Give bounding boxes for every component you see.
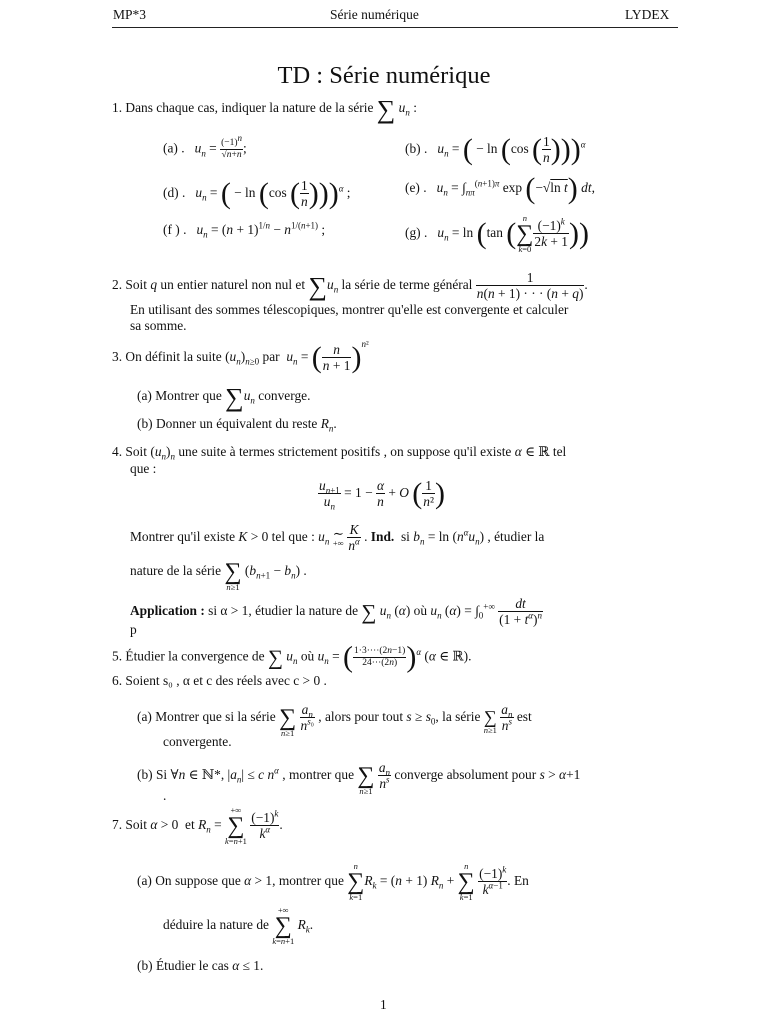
ex7-a: (a) On suppose que α > 1, montrer que n ∑ k=1 $R_k = (n + 1) R_n$ + n ∑ k=1 $\frac{(-1)^k}{k^{\alpha-1}}$ . En	[137, 861, 529, 903]
page-title: TD : Série numérique	[277, 62, 491, 89]
exercise-5: 5. Étudier la convergence de ∑ $u_n$ où $u_n$ = ( $\frac{1\cdot 3\cdot\cdots(2n-1)}{24\cdots(2n)}$ )$^\alpha$ (α ∈ ℝ).	[112, 640, 472, 674]
ex7-a-cont: déduire la nature de +∞ ∑ k=n+1 $R_k$.	[163, 905, 314, 947]
ex3-b: (b) Donner un équivalent du reste $R_n$.	[137, 416, 337, 434]
ex4-equation: $\frac{u_{n+1}}{u_n}$ = 1 − $\frac{\alpha}{n}$ + O ( $\frac{1}{\text{n²}}$ )	[319, 476, 446, 513]
ex7-b: (b) Étudier le cas α ≤ 1.	[137, 958, 264, 973]
ex1-item-b: (b) . $u_n$ = ( − ln (cos ( $\frac{1}{n}$ )))$^\alpha$	[405, 132, 586, 166]
ex4-application: Application : si α > 1, étudier la nature de ∑ $u_n$ (α) où $u_n$ $(\alpha) = \int_0^{+\infty}$ $\frac{dt}{(1 + t^\alpha)^n}$	[130, 596, 542, 628]
ex6-a-cont: convergente.	[163, 734, 232, 749]
ex4-line2: que :	[130, 461, 157, 476]
header-rule	[112, 27, 678, 28]
page-number: 1	[380, 997, 387, 1012]
header-center: Série numérique	[330, 7, 419, 22]
ex4-p: p	[130, 622, 137, 637]
ex1-item-e: (e) . $u_n = \int_{n\pi}^{(n+1)\pi}$ exp (−√ln t) dt,	[405, 172, 595, 205]
ex6-a: (a) Montrer que si la série ∑ n≥1 $\frac{a_n}{n^{s_0}}$ , alors pour tout $s \ge s_0$, la série ∑ n≥1 $\frac{a_n}{n^s}$ est	[137, 702, 532, 739]
ex6-dot: .	[163, 788, 167, 803]
ex1-item-a: (a) . $u_n$ = $\frac{(-1)^n}{√n+n}$ ;	[163, 133, 247, 161]
exercise-2: 2. Soit q un entier naturel non nul et $\sum u_n$ la série de terme général $\frac{1}{n(n + 1) \cdot \cdot \cdot (n + q)}$ .	[112, 270, 588, 302]
ex4-nature: nature de la série ∑ n≥1 $(b_{n+1} - b_n)$ .	[130, 558, 307, 593]
exercise-number: 1.	[112, 100, 123, 115]
ex2-line3: sa somme.	[130, 318, 187, 333]
exercise-3: 3. On définit la suite $(u_n)_{n\ge 0}$ par $u_n$ = ( $\frac{n}{n + 1}$ )$^{n^2}$	[112, 338, 369, 374]
ex1-item-g: (g) . $u_n = \ln (\tan$ ( n ∑ k=0 $\frac{(-1)^k}{2k + 1}$ ))	[405, 213, 589, 255]
ex4-montrer: Montrer qu'il existe K > 0 tel que : $u_n$ ∼ +∞ $\frac{K}{n^\alpha}$ . Ind. si $b_n = \ln (n^\alpha u_n)$ , étudier la	[130, 522, 545, 554]
exercise-6: 6. Soient s₀ , α et c des réels avec c > 0 .	[112, 673, 327, 688]
ex3-a: (a) Montrer que $\sum u_n$ converge.	[137, 383, 311, 412]
ex1-item-f: (f ) . $u_n = (n + 1)^{1/n} - n^{1/(n+1)}$ ;	[163, 220, 326, 240]
exercise-1: 1. Dans chaque cas, indiquer la nature de la série ∑ $u_n$ :	[112, 95, 417, 124]
ex6-b: (b) Si ∀n ∈ ℕ*, $|a_n| \le c$ $n^\alpha$ , montrer que ∑ n≥1 $\frac{a_n}{n^s}$ converge absolument pour s > α+1	[137, 760, 581, 797]
exercise-7: 7. Soit α > 0 et $R_n$ = +∞ ∑ k=n+1 $\frac{(-1)^k}{k^\alpha}$ .	[112, 805, 283, 847]
exercise-4: 4. Soit $(u_n)_n$ une suite à termes strictement positifs , on suppose qu'il existe α ∈ ℝ tel	[112, 444, 567, 462]
header-left: MP*3	[113, 7, 147, 22]
exercise-text: Dans chaque cas, indiquer la nature de la série	[125, 100, 374, 115]
ex2-line2: En utilisant des sommes télescopiques, montrer qu'elle est convergente et calculer	[130, 302, 569, 317]
header-right: LYDEX	[625, 7, 670, 22]
ex1-item-d: (d) . $u_n$ = ( − ln (cos ( $\frac{1}{n}$ )))$^\alpha$ ;	[163, 176, 351, 210]
